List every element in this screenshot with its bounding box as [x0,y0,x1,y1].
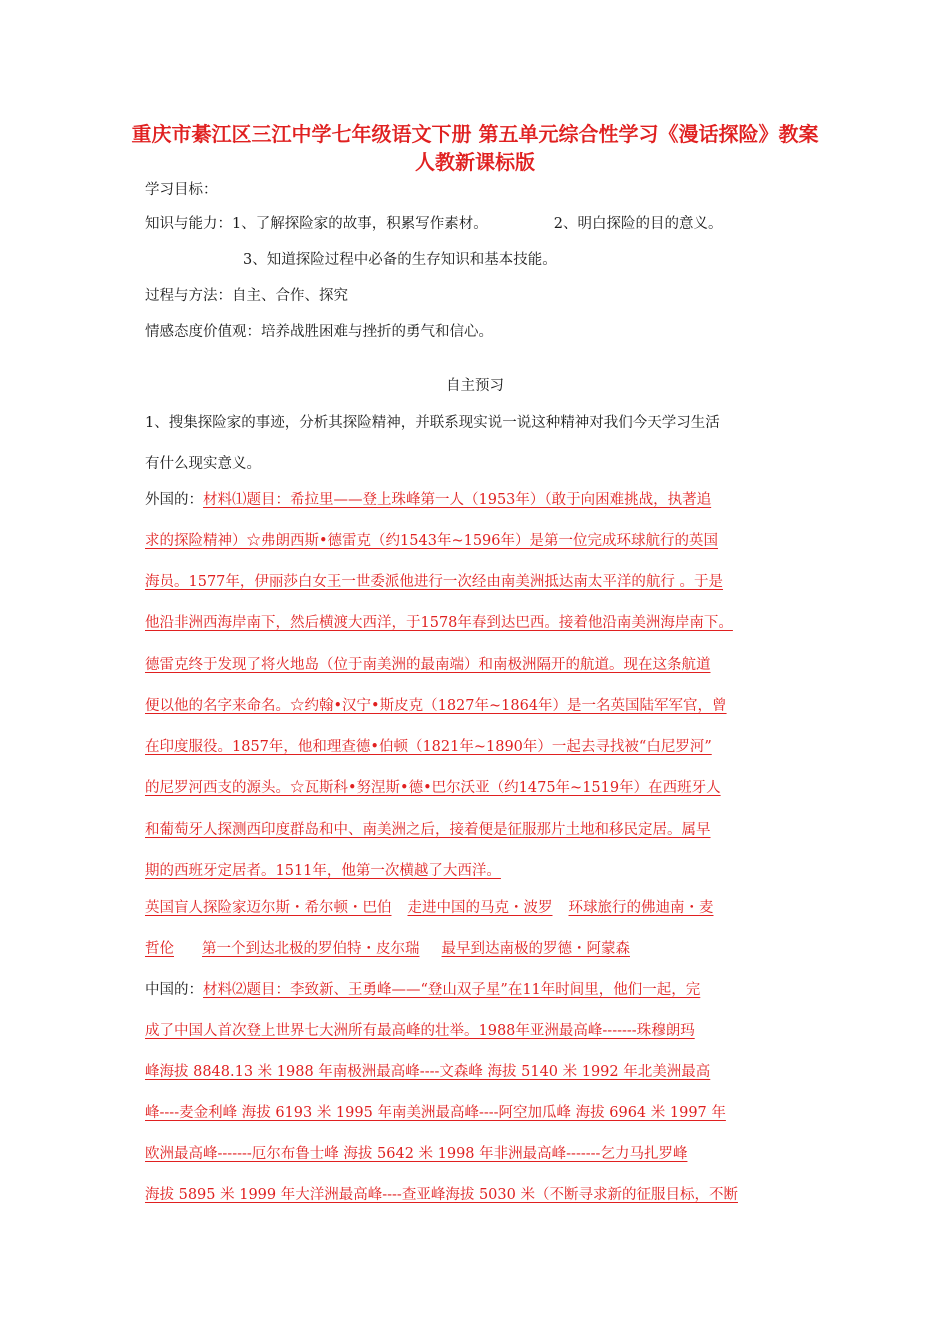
foreign-line-6: 便以他的名字来命名。☆约翰•汉宁•斯皮克（1827年~1864年）是一名英国陆军军官，曾 [145,698,727,714]
explorer-item: 哲伦 [145,941,174,957]
section-heading: 自主预习 [446,378,504,394]
foreign-line-5: 德雷克终于发现了将火地岛（位于南美洲的最南端）和南极洲隔开的航道。现在这条航道 [145,657,711,673]
foreign-line-2: 求的探险精神）☆弗朗西斯•德雷克（约1543年~1596年）是第一位完成环球航行的英国 [145,533,719,549]
foreign-line-8: 的尼罗河西支的源头。☆瓦斯科•努涅斯•德•巴尔沃亚（约1475年~1519年）在西班牙人 [145,780,721,796]
knowledge-item-1: 1、了解探险家的故事，积累写作素材。 [232,216,488,232]
china-line-1 [145,980,700,1000]
china-line-4: 峰----麦金利峰 海拔 6193 米 1995 年南美洲最高峰----阿空加瓜峰 海拔 6964 米 1997 年 [145,1105,726,1121]
explorer-item: 环球旅行的佛迪南・麦 [568,900,714,916]
china-line-5: 欧洲最高峰-------厄尔布鲁士峰 海拔 5642 米 1998 年非洲最高峰-------乞力马扎罗峰 [145,1146,688,1162]
explorer-item: 第一个到达北极的罗伯特・皮尔瑞 [202,941,420,957]
china-line-6: 海拔 5895 米 1999 年大洋洲最高峰----查亚峰海拔 5030 米（不断寻求新的征服目标，不断 [145,1187,738,1203]
explorer-item: 走进中国的马克・波罗 [407,900,553,916]
emotion-values: 情感态度价值观：培养战胜困难与挫折的勇气和信心。 [145,324,493,340]
explorer-item: 英国盲人探险家迈尔斯・希尔顿・巴伯 [145,900,392,916]
knowledge-item-2: 2、明白探险的目的意义。 [553,216,723,232]
explorer-item: 最早到达南极的罗德・阿蒙森 [441,941,630,957]
knowledge-ability-line [145,214,722,234]
foreign-line-3: 海员。1577年，伊丽莎白女王一世委派他进行一次经由南美洲抵达南太平洋的航行 。于是 [145,574,724,590]
china-line-3: 峰海拔 8848.13 米 1988 年南极洲最高峰----文森峰 海拔 5140 米 1992 年北美洲最高 [145,1064,711,1080]
china-line-2: 成了中国人首次登上世界七大洲所有最高峰的壮举。1988年亚洲最高峰-------珠穆朗玛 [145,1023,695,1039]
task1-line-1: 1、搜集探险家的事迹，分析其探险精神，并联系现实说一说这种精神对我们今天学习生活 [145,415,720,431]
task1-line-2: 有什么现实意义。 [145,456,261,472]
foreign-line-4: 他沿非洲西海岸南下，然后横渡大西洋，于1578年春到达巴西。接着他沿南美洲海岸南下。 [145,615,733,631]
foreign-line-10: 期的西班牙定居者。1511年，他第一次横越了大西洋。 [145,863,501,879]
foreign-material-text: 材料⑴题目：希拉里——登上珠峰第一人（1953年）（敢于向困难挑战，执著追 [203,492,712,508]
china-label: 中国的： [145,982,203,998]
objectives-heading: 学习目标： [145,182,218,198]
china-material-text: 材料⑵题目：李致新、王勇峰——“登山双子星”在11年时间里，他们一起，完 [203,982,701,998]
foreign-line-9: 和葡萄牙人探测西印度群岛和中、南美洲之后，接着便是征服那片土地和移民定居。属早 [145,822,711,838]
knowledge-item-3: 3、知道探险过程中必备的生存知识和基本技能。 [243,252,557,268]
foreign-label: 外国的： [145,492,203,508]
foreign-line-7: 在印度服役。1857年，他和理查德•伯顿（1821年~1890年）一起去寻找被“白尼罗河” [145,739,712,755]
knowledge-label: 知识与能力： [145,216,232,232]
explorers-line-1 [145,898,714,918]
explorers-line-2 [145,939,630,959]
foreign-line-1 [145,490,711,510]
process-method: 过程与方法：自主、合作、探究 [145,288,348,304]
page-title: 重庆市綦江区三江中学七年级语文下册 第五单元综合性学习《漫话探险》教案 人教新课标版 [131,122,819,174]
